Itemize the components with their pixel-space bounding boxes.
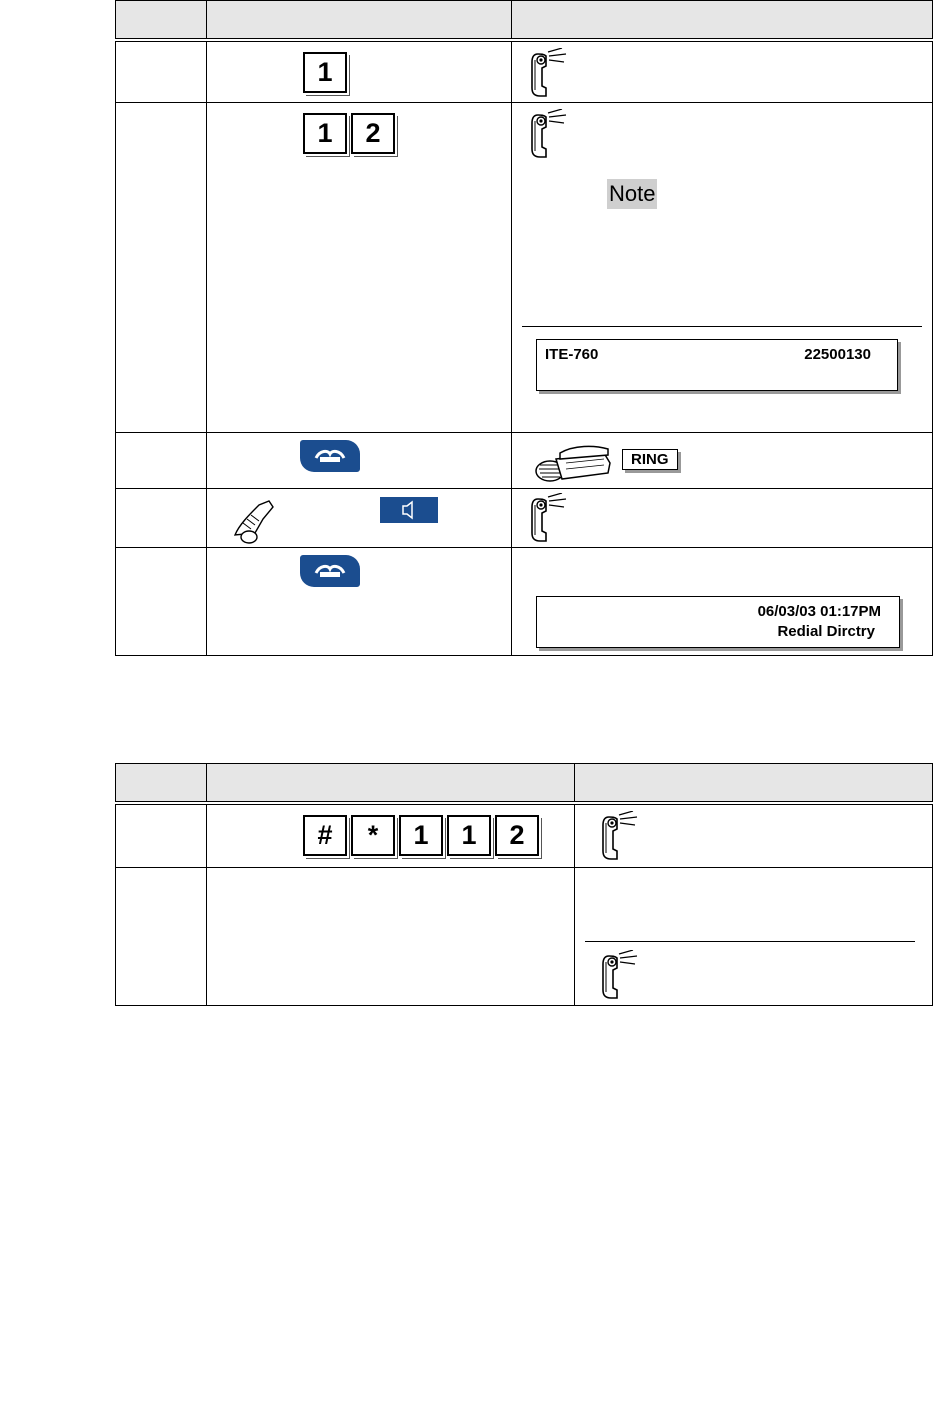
action-cell [207,432,512,488]
result-cell [512,432,933,488]
key-sequence [303,52,351,93]
lcd-number: 22500130 [804,345,871,363]
action-cell [207,803,575,867]
handset-off-hook-icon [524,48,574,100]
result-cell [512,547,933,655]
dial-key: 2 [495,815,539,856]
table-header-row [116,764,933,804]
table-row [116,432,933,488]
divider [585,941,915,942]
ring-indicator: RING [622,449,678,470]
key-sequence [303,815,543,856]
header-result [575,764,933,804]
key-sequence [303,113,399,154]
action-cell [207,867,575,1005]
step-cell [116,488,207,547]
dial-key: 2 [351,113,395,154]
table-row [116,488,933,547]
table-row [116,40,933,102]
telephone-icon [534,443,614,483]
step-cell [116,803,207,867]
dial-key: 1 [447,815,491,856]
handset-off-hook-icon [595,950,645,1002]
header-action [207,764,575,804]
dial-key: 1 [399,815,443,856]
hand-holding-handset-icon [229,495,279,545]
header-step [116,764,207,804]
action-cell [207,102,512,432]
result-cell [512,102,933,432]
result-cell [575,803,933,867]
lcd-display [536,596,900,648]
action-cell [207,488,512,547]
table-header-row [116,1,933,41]
dial-key: # [303,815,347,856]
table-row [116,102,933,432]
dial-key: 1 [303,113,347,154]
header-action [207,1,512,41]
result-cell [512,488,933,547]
divider [522,326,922,327]
handset-off-hook-icon [524,493,574,545]
step-cell [116,867,207,1005]
hang-up-key-icon [300,440,360,472]
dial-key: * [351,815,395,856]
lcd-datetime: 06/03/03 01:17PM [757,602,881,620]
lcd-model: ITE-760 [545,345,599,363]
header-step [116,1,207,41]
handset-off-hook-icon [595,811,645,863]
action-cell [207,40,512,102]
table-row [116,803,933,867]
hang-up-key-icon [300,555,360,587]
table-row [116,547,933,655]
lcd-softkeys: Redial Dirctry [777,622,875,640]
dial-key: 1 [303,52,347,93]
speaker-key-icon [380,497,438,523]
step-cell [116,40,207,102]
handset-off-hook-icon [524,109,574,161]
result-cell [575,867,933,1005]
table-row [116,867,933,1005]
header-result [512,1,933,41]
result-cell [512,40,933,102]
procedure-table-2 [115,763,933,1006]
lcd-display [536,339,898,391]
note-label: Note [607,179,657,209]
step-cell [116,547,207,655]
action-cell [207,547,512,655]
step-cell [116,102,207,432]
procedure-table-1 [115,0,933,656]
step-cell [116,432,207,488]
